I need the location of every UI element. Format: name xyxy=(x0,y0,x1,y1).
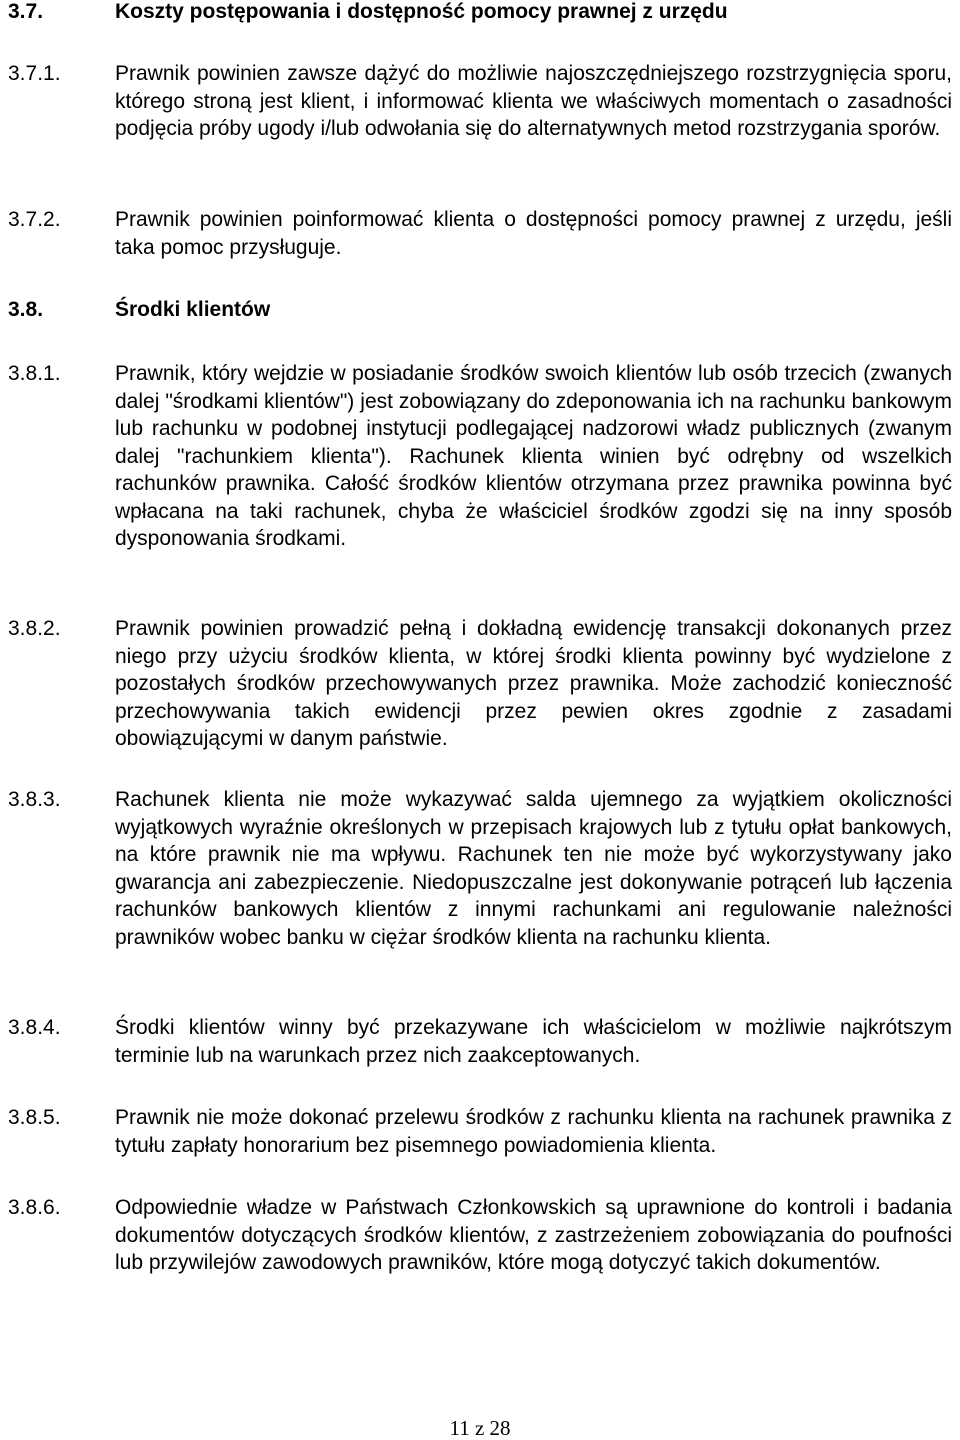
paragraph-number: 3.8.5. xyxy=(8,1106,61,1129)
paragraph-text: Prawnik powinien poinformować klienta o dostępności pomocy prawnej z urzędu, jeśli taka pomoc przysługuje. xyxy=(115,208,952,259)
page-number-footer: 11 z 28 xyxy=(449,1416,511,1440)
paragraph-number: 3.8.2. xyxy=(8,617,61,640)
paragraph-3-8-2 xyxy=(8,615,952,753)
paragraph-3-8-1 xyxy=(8,360,952,553)
paragraph-number: 3.7.1. xyxy=(8,62,61,85)
paragraph-number: 3.8.3. xyxy=(8,788,61,811)
paragraph-3-8-5 xyxy=(8,1104,952,1159)
paragraph-number: 3.8.1. xyxy=(8,362,61,385)
paragraph-text: Prawnik powinien zawsze dążyć do możliwie najoszczędniejszego rozstrzygnięcia sporu, którego stroną jest klient, i informować klienta we właściwych momentach o zasadności podjęcia próby ugody i/lub odwołania się do alternatywnych metod rozstrzygania sporów. xyxy=(115,62,952,140)
paragraph-3-7-1 xyxy=(8,60,952,143)
paragraph-3-8-6 xyxy=(8,1194,952,1277)
paragraph-number: 3.8.6. xyxy=(8,1196,61,1219)
paragraph-text: Prawnik, który wejdzie w posiadanie środków swoich klientów lub osób trzecich (zwanych dalej "środkami klientów") jest zobowiązany do zdeponowania ich na rachunku bankowym lub rachunku w podobnej instytucji podlegającej nadzorowi władz publicznych (zwanym dalej "rachunkiem klienta"). Rachunek klienta winien być odrębny od wszelkich rachunków prawnika. Całość środków klientów otrzymana przez prawnika powinna być wpłacana na taki rachunek, chyba że właściciel środków zgodzi się na inny sposób dysponowania środkami. xyxy=(115,362,952,550)
paragraph-3-7-2 xyxy=(8,206,952,261)
paragraph-text: Prawnik powinien prowadzić pełną i dokładną ewidencję transakcji dokonanych przez niego przy użyciu środków klienta, w której środki klienta powinny być wydzielone z pozostałych środków przechowywanych przez prawnika. Może zachodzić konieczność przechowywania takich ewidencji przez pewien okres zgodnie z zasadami obowiązującymi w danym państwie. xyxy=(115,617,952,750)
section-number: 3.8. xyxy=(8,298,44,321)
paragraph-number: 3.7.2. xyxy=(8,208,61,231)
section-title: Środki klientów xyxy=(115,298,271,321)
paragraph-text: Rachunek klienta nie może wykazywać salda ujemnego za wyjątkiem okoliczności wyjątkowych wyraźnie określonych w przepisach krajowych lub z tytułu opłat bankowych, na które prawnik nie ma wpływu. Rachunek ten nie może być wykorzystywany jako gwarancja ani zabezpieczenie. Niedopuszczalne jest dokonywanie potrąceń lub łączenia rachunków bankowych klientów z innymi rachunkami ani regulowanie należności prawników wobec banku w ciężar środków klienta na rachunku klienta. xyxy=(115,788,952,949)
paragraph-text: Środki klientów winny być przekazywane ich właścicielom w możliwie najkrótszym terminie lub na warunkach przez nich zaakceptowanych. xyxy=(115,1016,952,1067)
paragraph-text: Prawnik nie może dokonać przelewu środków z rachunku klienta na rachunek prawnika z tytułu zapłaty honorarium bez pisemnego powiadomienia klienta. xyxy=(115,1106,952,1157)
section-number: 3.7. xyxy=(8,0,44,23)
paragraph-text: Odpowiednie władze w Państwach Członkowskich są uprawnione do kontroli i badania dokumentów dotyczących środków klientów, z zastrzeżeniem zobowiązania do poufności lub przywilejów zawodowych prawników, które mogą dotyczyć takich dokumentów. xyxy=(115,1196,952,1274)
section-title: Koszty postępowania i dostępność pomocy prawnej z urzędu xyxy=(115,0,728,23)
paragraph-number: 3.8.4. xyxy=(8,1016,61,1039)
paragraph-3-8-3 xyxy=(8,786,952,951)
paragraph-3-8-4 xyxy=(8,1014,952,1069)
